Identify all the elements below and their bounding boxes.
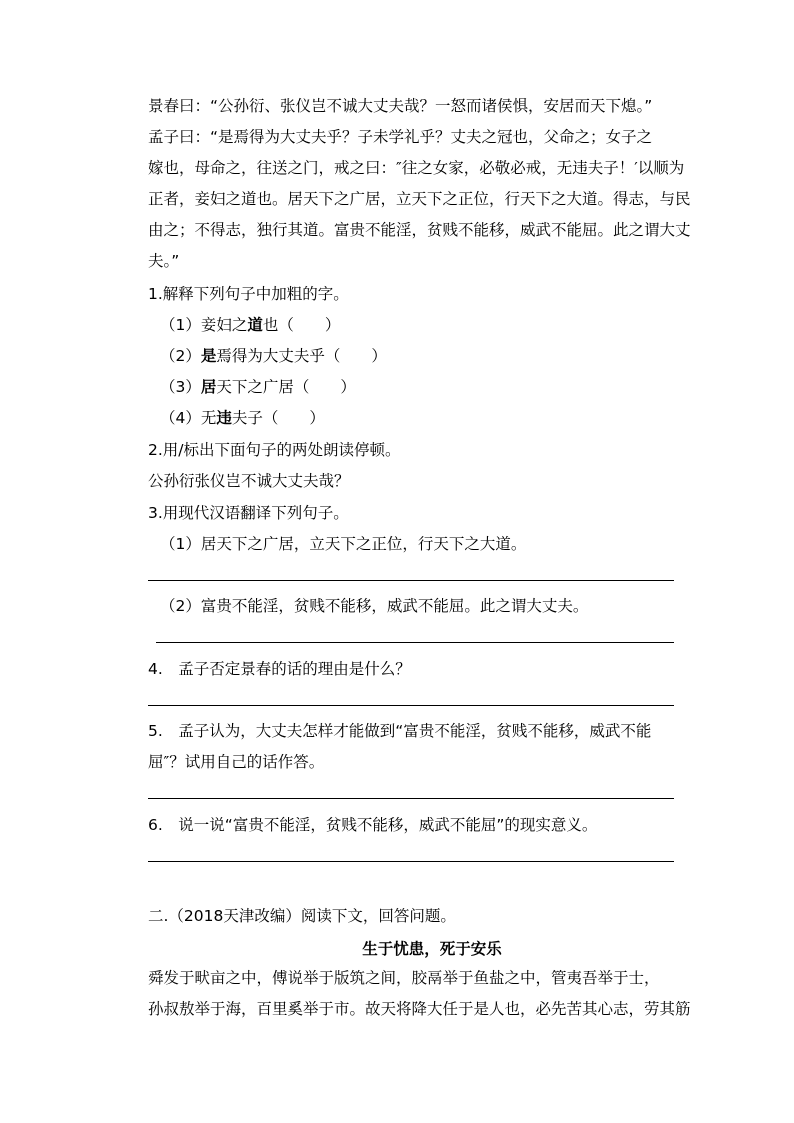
passage-line: 正者，妾妇之道也。居天下之广居，立天下之正位，行天下之大道。得志，与民 bbox=[148, 190, 691, 208]
q4-prompt: 4. 孟子否定景春的话的理由是什么？ bbox=[148, 660, 411, 678]
passage-title: 生于忧患，死于安乐 bbox=[362, 940, 502, 958]
passage-line: 孙叔敖举于海，百里奚举于市。故天将降大任于是人也，必先苦其心志，劳其筋 bbox=[148, 1000, 691, 1018]
answer-line bbox=[156, 642, 674, 643]
passage-line: 景春曰：“公孙衍、张仪岂不诚大丈夫哉？一怒而诸侯惧，安居而天下熄。” bbox=[148, 97, 653, 115]
q5-prompt-line-2: 屈″？试用自己的话作答。 bbox=[148, 753, 325, 771]
passage-line: 夫。” bbox=[148, 252, 180, 270]
q5-prompt-line-1: 5. 孟子认为，大丈夫怎样才能做到“富贵不能淫，贫贱不能移，威武不能 bbox=[148, 722, 652, 740]
answer-line bbox=[148, 580, 674, 581]
q1-item-3: （3）居天下之广居（ ） bbox=[160, 378, 356, 396]
q1-item-4: （4）无违夫子（ ） bbox=[160, 409, 325, 427]
answer-line bbox=[148, 861, 674, 862]
passage-line: 舜发于畎亩之中，傅说举于版筑之间，胶鬲举于鱼盐之中，管夷吾举于士， bbox=[148, 969, 660, 987]
answer-line bbox=[148, 798, 674, 799]
section-heading: 二.（2018天津改编）阅读下文，回答问题。 bbox=[148, 907, 456, 925]
q1-item-1: （1）妾妇之道也（ ） bbox=[160, 316, 341, 334]
answer-line bbox=[148, 705, 674, 706]
passage-line: 由之；不得志，独行其道。富贵不能淫，贫贱不能移，威武不能屈。此之谓大丈 bbox=[148, 221, 691, 239]
q2-sentence: 公孙衍张仪岂不诚大丈夫哉？ bbox=[148, 472, 350, 490]
q3-prompt: 3.用现代汉语翻译下列句子。 bbox=[148, 504, 349, 522]
q6-prompt: 6. 说一说“富贵不能淫，贫贱不能移，威武不能屈”的现实意义。 bbox=[148, 816, 598, 834]
passage-line: 嫁也，母命之，往送之门，戒之曰：″往之女家，必敬必戒，无违夫子！′以顺为 bbox=[148, 159, 685, 177]
passage-line: 孟子曰：“是焉得为大丈夫乎？子未学礼乎？丈夫之冠也，父命之；女子之 bbox=[148, 128, 653, 146]
q3-sentence-2: （2）富贵不能淫，贫贱不能移，威武不能屈。此之谓大丈夫。 bbox=[160, 597, 589, 615]
q2-prompt: 2.用/标出下面句子的两处朗读停顿。 bbox=[148, 441, 401, 459]
q1-item-2: （2）是焉得为大丈夫乎（ ） bbox=[160, 347, 387, 365]
q1-prompt: 1.解释下列句子中加粗的字。 bbox=[148, 285, 349, 303]
q3-sentence-1: （1）居天下之广居，立天下之正位，行天下之大道。 bbox=[160, 535, 527, 553]
